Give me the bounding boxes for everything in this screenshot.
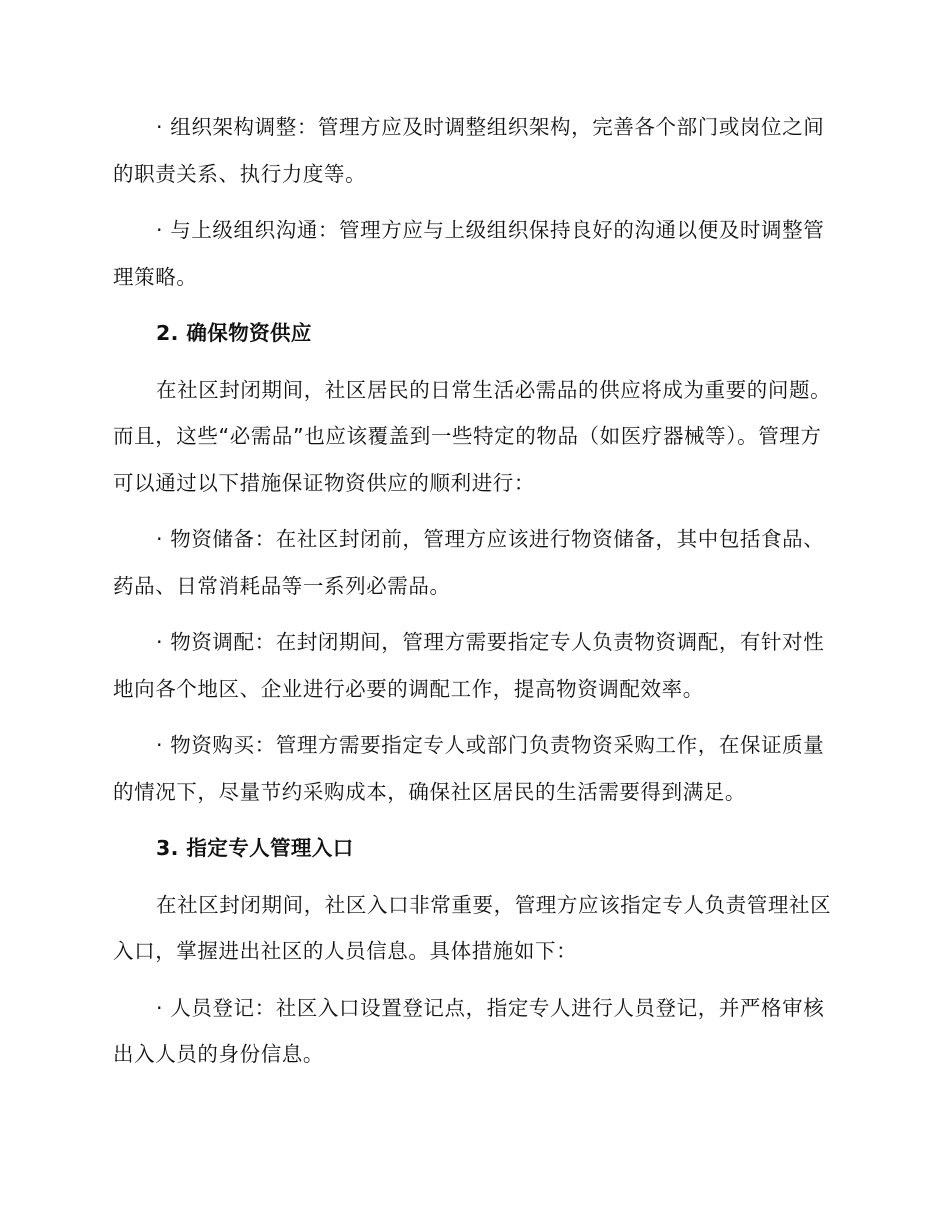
bullet-personnel-registration: · 人员登记：社区入口设置登记点，指定专人进行人员登记，并严格审核出入人员的身份信息。 [113, 995, 825, 1066]
section-heading-entrance: 3. 指定专人管理入口 [156, 836, 354, 860]
section-heading-supplies: 2. 确保物资供应 [156, 321, 312, 345]
entrance-intro-paragraph: 在社区封闭期间，社区入口非常重要，管理方应该指定专人负责管理社区入口，掌握进出社区的人员信息。具体措施如下： [113, 892, 832, 963]
bullet-superior-communication: · 与上级组织沟通：管理方应与上级组织保持良好的沟通以便及时调整管理策略。 [113, 218, 825, 289]
document-page [113, 104, 835, 1078]
bullet-supply-purchase: · 物资购买：管理方需要指定专人或部门负责物资采购工作，在保证质量的情况下，尽量节约采购成本，确保社区居民的生活需要得到满足。 [113, 733, 825, 804]
supplies-intro-paragraph: 在社区封闭期间，社区居民的日常生活必需品的供应将成为重要的问题。而且，这些“必需品”也应该覆盖到一些特定的物品（如医疗器械等）。管理方可以通过以下措施保证物资供应的顺利进行： [113, 377, 832, 495]
bullet-supply-allocation: · 物资调配：在封闭期间，管理方需要指定专人负责物资调配，有针对性地向各个地区、企业进行必要的调配工作，提高物资调配效率。 [113, 630, 825, 701]
bullet-org-structure: · 组织架构调整：管理方应及时调整组织架构，完善各个部门或岗位之间的职责关系、执行力度等。 [113, 115, 825, 186]
bullet-supply-reserve: · 物资储备：在社区封闭前，管理方应该进行物资储备，其中包括食品、药品、日常消耗品等一系列必需品。 [113, 527, 825, 598]
